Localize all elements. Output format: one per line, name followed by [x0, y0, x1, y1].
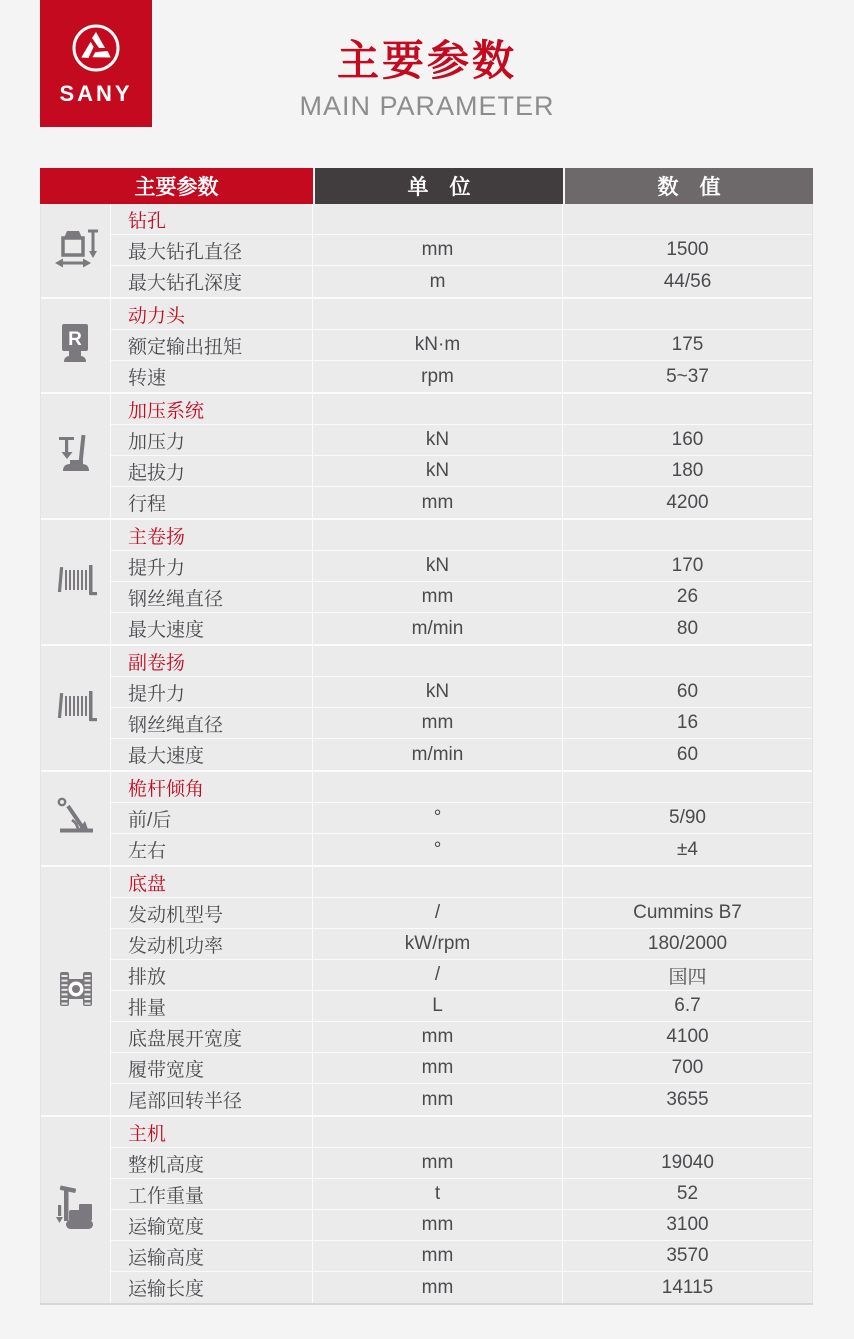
section-icon-cell — [41, 394, 111, 518]
chassis-icon — [53, 966, 99, 1017]
param-unit: mm — [313, 1022, 563, 1052]
table-row — [111, 1022, 812, 1053]
param-name: 发动机型号 — [111, 898, 313, 928]
param-name: 转速 — [111, 361, 313, 392]
table-row — [111, 1148, 812, 1179]
mast-angle-icon — [53, 793, 99, 844]
param-unit: mm — [313, 582, 563, 612]
table-row — [111, 487, 812, 518]
param-unit: rpm — [313, 361, 563, 392]
param-unit: ° — [313, 803, 563, 833]
table-row — [111, 1241, 812, 1272]
section-title-unit-cell — [313, 520, 563, 550]
param-unit: t — [313, 1179, 563, 1209]
param-unit: / — [313, 960, 563, 990]
table-section — [41, 394, 812, 520]
table-row — [111, 1272, 812, 1303]
param-value: 44/56 — [563, 266, 812, 297]
param-name: 左右 — [111, 834, 313, 865]
param-unit: kN — [313, 677, 563, 707]
param-name: 最大钻孔深度 — [111, 266, 313, 297]
parameter-table — [40, 168, 813, 1305]
table-row — [111, 582, 812, 613]
col-header-unit: 单 位 — [313, 168, 563, 204]
drill-hole-icon — [53, 225, 99, 276]
param-unit: kN — [313, 456, 563, 486]
table-row — [111, 425, 812, 456]
param-name: 行程 — [111, 487, 313, 518]
table-section — [41, 520, 812, 646]
table-row — [111, 266, 812, 297]
table-row — [111, 456, 812, 487]
param-name: 运输长度 — [111, 1272, 313, 1303]
param-unit: mm — [313, 1053, 563, 1083]
section-title-value-cell — [563, 204, 812, 234]
param-unit: kN — [313, 425, 563, 455]
param-name: 最大钻孔直径 — [111, 235, 313, 265]
param-name: 整机高度 — [111, 1148, 313, 1178]
table-row — [111, 960, 812, 991]
param-unit: ° — [313, 834, 563, 865]
table-row — [111, 739, 812, 770]
section-title-unit-cell — [313, 867, 563, 897]
param-value: 1500 — [563, 235, 812, 265]
table-row — [111, 991, 812, 1022]
section-title-row — [111, 1117, 812, 1148]
table-row — [111, 1210, 812, 1241]
table-section — [41, 646, 812, 772]
param-name: 运输宽度 — [111, 1210, 313, 1240]
section-rows — [111, 520, 812, 644]
param-name: 额定输出扭矩 — [111, 330, 313, 360]
table-body — [40, 204, 813, 1303]
param-value: 60 — [563, 739, 812, 770]
param-unit: mm — [313, 487, 563, 518]
brand-name: SANY — [59, 81, 133, 106]
section-title-unit-cell — [313, 394, 563, 424]
param-unit: mm — [313, 1210, 563, 1240]
section-icon-cell — [41, 1117, 111, 1303]
param-unit: mm — [313, 235, 563, 265]
param-name: 加压力 — [111, 425, 313, 455]
param-value: 5~37 — [563, 361, 812, 392]
param-value: 700 — [563, 1053, 812, 1083]
section-title-row — [111, 520, 812, 551]
table-row — [111, 551, 812, 582]
param-value: 4100 — [563, 1022, 812, 1052]
section-title-value-cell — [563, 1117, 812, 1147]
section-title-value-cell — [563, 646, 812, 676]
main-winch-icon — [53, 557, 99, 608]
param-unit: mm — [313, 1148, 563, 1178]
param-name: 钢丝绳直径 — [111, 582, 313, 612]
param-unit: L — [313, 991, 563, 1021]
param-name: 提升力 — [111, 551, 313, 581]
section-title-unit-cell — [313, 772, 563, 802]
section-title: 副卷扬 — [111, 646, 313, 676]
section-title-unit-cell — [313, 646, 563, 676]
param-name: 运输高度 — [111, 1241, 313, 1271]
param-value: 国四 — [563, 960, 812, 990]
section-rows — [111, 646, 812, 770]
param-unit: kW/rpm — [313, 929, 563, 959]
param-value: 3570 — [563, 1241, 812, 1271]
section-rows — [111, 772, 812, 865]
section-title: 主机 — [111, 1117, 313, 1147]
param-name: 发动机功率 — [111, 929, 313, 959]
param-value: 80 — [563, 613, 812, 644]
param-value: 5/90 — [563, 803, 812, 833]
param-unit: kN·m — [313, 330, 563, 360]
param-value: Cummins B7 — [563, 898, 812, 928]
param-value: 175 — [563, 330, 812, 360]
section-title: 动力头 — [111, 299, 313, 329]
section-icon-cell — [41, 299, 111, 392]
param-name: 起拔力 — [111, 456, 313, 486]
table-row — [111, 898, 812, 929]
section-title-unit-cell — [313, 299, 563, 329]
param-value: 160 — [563, 425, 812, 455]
table-row — [111, 330, 812, 361]
section-rows — [111, 867, 812, 1115]
param-unit: kN — [313, 551, 563, 581]
svg-text:R: R — [67, 329, 82, 350]
section-title-row — [111, 646, 812, 677]
section-icon-cell — [41, 646, 111, 770]
table-header-row — [40, 168, 813, 204]
section-rows — [111, 299, 812, 392]
table-section — [41, 1117, 812, 1303]
section-title: 桅杆倾角 — [111, 772, 313, 802]
param-value: 60 — [563, 677, 812, 707]
col-header-value: 数 值 — [563, 168, 813, 204]
param-unit: / — [313, 898, 563, 928]
section-icon-cell — [41, 867, 111, 1115]
table-row — [111, 708, 812, 739]
table-row — [111, 929, 812, 960]
param-name: 钢丝绳直径 — [111, 708, 313, 738]
page-subtitle: MAIN PARAMETER — [299, 91, 555, 122]
param-value: 3655 — [563, 1084, 812, 1115]
section-icon-cell — [41, 520, 111, 644]
section-rows — [111, 1117, 812, 1303]
section-title-value-cell — [563, 520, 812, 550]
param-unit: m/min — [313, 739, 563, 770]
section-title-row — [111, 867, 812, 898]
table-row — [111, 235, 812, 266]
param-value: ±4 — [563, 834, 812, 865]
table-row — [111, 361, 812, 392]
section-title-unit-cell — [313, 204, 563, 234]
section-title-unit-cell — [313, 1117, 563, 1147]
param-value: 4200 — [563, 487, 812, 518]
section-title-row — [111, 299, 812, 330]
section-icon-cell — [41, 772, 111, 865]
param-value: 6.7 — [563, 991, 812, 1021]
section-title-row — [111, 394, 812, 425]
param-unit: mm — [313, 1084, 563, 1115]
table-row — [111, 1053, 812, 1084]
section-rows — [111, 394, 812, 518]
col-header-parameter: 主要参数 — [40, 168, 313, 204]
crowd-system-icon — [53, 431, 99, 482]
title-block — [0, 38, 854, 122]
section-title: 钻孔 — [111, 204, 313, 234]
param-name: 履带宽度 — [111, 1053, 313, 1083]
table-row — [111, 834, 812, 865]
table-section — [41, 867, 812, 1117]
section-title-value-cell — [563, 299, 812, 329]
param-value: 180 — [563, 456, 812, 486]
param-value: 180/2000 — [563, 929, 812, 959]
section-rows — [111, 204, 812, 297]
section-title-row — [111, 204, 812, 235]
param-unit: m — [313, 266, 563, 297]
param-value: 3100 — [563, 1210, 812, 1240]
table-row — [111, 613, 812, 644]
section-title: 加压系统 — [111, 394, 313, 424]
power-head-icon — [53, 320, 99, 371]
table-row — [111, 803, 812, 834]
param-value: 14115 — [563, 1272, 812, 1303]
param-unit: mm — [313, 1241, 563, 1271]
param-name: 排放 — [111, 960, 313, 990]
param-unit: mm — [313, 1272, 563, 1303]
param-name: 提升力 — [111, 677, 313, 707]
section-title-row — [111, 772, 812, 803]
param-unit: mm — [313, 708, 563, 738]
param-value: 26 — [563, 582, 812, 612]
table-section — [41, 772, 812, 867]
param-name: 最大速度 — [111, 739, 313, 770]
param-name: 底盘展开宽度 — [111, 1022, 313, 1052]
table-row — [111, 677, 812, 708]
param-unit: m/min — [313, 613, 563, 644]
param-value: 52 — [563, 1179, 812, 1209]
table-row — [111, 1084, 812, 1115]
param-name: 工作重量 — [111, 1179, 313, 1209]
table-row — [111, 1179, 812, 1210]
section-title-value-cell — [563, 394, 812, 424]
main-machine-icon — [51, 1183, 101, 1238]
section-title: 底盘 — [111, 867, 313, 897]
table-section — [41, 204, 812, 299]
param-name: 最大速度 — [111, 613, 313, 644]
param-name: 尾部回转半径 — [111, 1084, 313, 1115]
section-title: 主卷扬 — [111, 520, 313, 550]
param-name: 排量 — [111, 991, 313, 1021]
section-icon-cell — [41, 204, 111, 297]
aux-winch-icon — [53, 683, 99, 734]
page-title: 主要参数 — [336, 37, 517, 84]
section-title-value-cell — [563, 867, 812, 897]
section-title-value-cell — [563, 772, 812, 802]
param-name: 前/后 — [111, 803, 313, 833]
table-section — [41, 299, 812, 394]
param-value: 19040 — [563, 1148, 812, 1178]
param-value: 170 — [563, 551, 812, 581]
param-value: 16 — [563, 708, 812, 738]
